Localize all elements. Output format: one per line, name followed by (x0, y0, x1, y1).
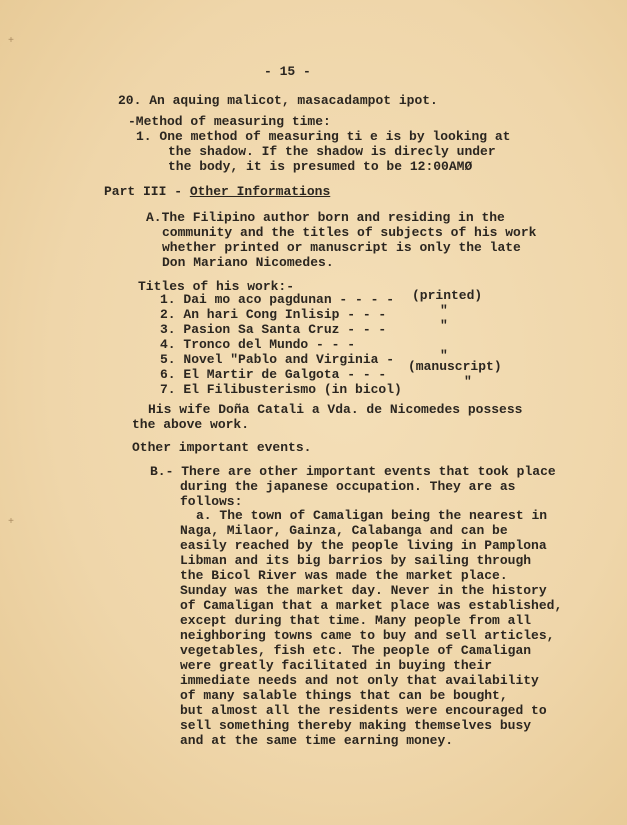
section-a-line: community and the titles of subjects of his work (162, 225, 537, 240)
work-note: " (464, 374, 472, 389)
para-a-line: Libman and its big barrios by sailing through (180, 553, 532, 568)
work-title: 2. An hari Cong Inlisip - - - (160, 307, 387, 322)
para-a-line: Naga, Milaor, Gainza, Calabanga and can be (180, 523, 508, 538)
para-a-line: sell something thereby making themselves busy (180, 718, 532, 733)
para-a-line: the Bicol River was made the market place. (180, 568, 508, 583)
other-events-heading: Other important events. (132, 440, 312, 455)
work-note: " (440, 303, 448, 318)
section-a-line: A.The Filipino author born and residing in the (146, 210, 505, 225)
titles-heading: Titles of his work:- (138, 279, 295, 294)
work-note: (manuscript) (408, 359, 502, 374)
work-title: 6. El Martir de Galgota - - - (160, 367, 387, 382)
work-note: " (440, 348, 448, 363)
work-note: (printed) (412, 288, 483, 303)
work-title: 3. Pasion Sa Santa Cruz - - - (160, 322, 387, 337)
method-heading: -Method of measuring time: (128, 114, 331, 129)
para-a-line: were greatly facilitated in buying their (180, 658, 493, 673)
section-b-line: during the japanese occupation. They are as (180, 479, 516, 494)
page-number: - 15 - (264, 64, 311, 79)
work-title: 5. Novel "Pablo and Virginia - (160, 352, 395, 367)
para-a-line: and at the same time earning money. (180, 733, 454, 748)
method-line: the shadow. If the shadow is direcly under (168, 144, 496, 159)
method-line: 1. One method of measuring ti e is by looking at (136, 129, 511, 144)
handwritten-mark: Ø (464, 159, 473, 174)
para-a-line: but almost all the residents were encouraged to (180, 703, 547, 718)
para-a-line: of Camaligan that a market place was established, (180, 598, 563, 613)
method-line: the body, it is presumed to be 12:00AMØ (168, 159, 473, 174)
section-b-line: B.- There are other important events that took place (150, 464, 556, 479)
binding-hole-mark: + (8, 36, 15, 47)
section-b-line: follows: (180, 494, 243, 509)
section-a-line: whether printed or manuscript is only the late (162, 240, 521, 255)
para-a-line: immediate needs and not only that availability (180, 673, 539, 688)
para-a-line: easily reached by the people living in Pamplona (180, 538, 547, 553)
work-title: 1. Dai mo aco pagdunan - - - - (160, 292, 395, 307)
para-a-line: neighboring towns came to buy and sell articles, (180, 628, 555, 643)
para-a-line: except during that time. Many people from all (180, 613, 532, 628)
work-title: 7. El Filibusterismo (in bicol) (160, 382, 402, 397)
item-20: 20. An aquing malicot, masacadampot ipot. (118, 93, 438, 108)
work-title: 4. Tronco del Mundo - - - (160, 337, 356, 352)
part3-heading: Part III - Other Informations (104, 184, 331, 199)
para-a-line: vegetables, fish etc. The people of Camaligan (180, 643, 532, 658)
binding-hole-mark: + (8, 517, 15, 528)
wife-line: His wife Doña Catali a Vda. de Nicomedes possess (148, 402, 523, 417)
section-a-line: Don Mariano Nicomedes. (162, 255, 334, 270)
para-a-line: Sunday was the market day. Never in the history (180, 583, 547, 598)
wife-line: the above work. (132, 417, 250, 432)
work-note: " (440, 318, 448, 333)
para-a-line: of many salable things that can be bought, (180, 688, 508, 703)
para-a-line: a. The town of Camaligan being the nearest in (196, 508, 548, 523)
part3-title: Other Informations (189, 184, 331, 199)
